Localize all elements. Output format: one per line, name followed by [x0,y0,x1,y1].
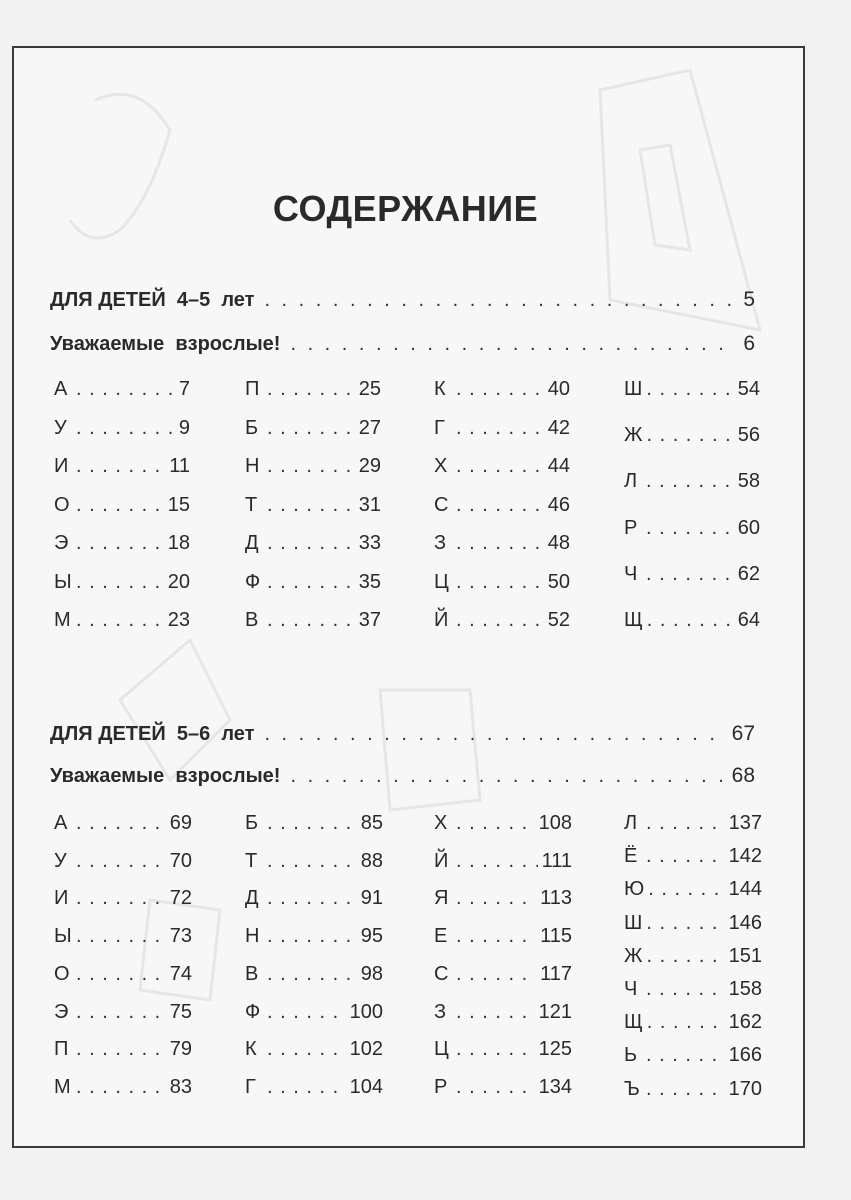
entry-page: 62 [737,562,760,585]
entry-letter: Я [434,887,449,910]
toc-entry [245,609,381,637]
section1-heading: ДЛЯ ДЕТЕЙ 4–5 лет [50,289,255,311]
leader-dots [267,532,355,555]
leader-dots [76,417,175,440]
leader-dots [267,455,355,478]
toc-entry [54,494,190,522]
leader-dots [76,850,166,873]
toc-entry [624,1078,762,1106]
entry-letter: Н [245,925,260,948]
section1-heading-page: 5 [743,288,755,311]
leader-dots [267,1038,346,1061]
entry-letter: Ь [624,1044,638,1067]
toc-entry [245,812,383,840]
entry-letter: Э [54,1000,69,1023]
leader-dots [76,887,166,910]
leader-dots [267,1076,346,1099]
entry-letter: Г [245,1075,256,1098]
entry-letter: О [54,962,70,985]
entry-letter: И [54,455,69,477]
toc-entry [245,571,381,599]
leader-dots [646,563,734,586]
toc-entry [54,963,192,991]
leader-dots [456,812,535,835]
entry-letter: Ю [624,878,645,901]
entry-page: 79 [169,1038,192,1061]
toc-entry [624,878,762,906]
entry-letter: Е [434,925,448,948]
leader-dots [76,1001,166,1024]
entry-letter: Щ [624,1011,643,1034]
toc-entry [434,1001,572,1029]
leader-dots [646,812,725,835]
toc-entry [434,850,572,878]
toc-entry [245,963,383,991]
entry-page: 7 [178,378,190,400]
entry-letter: Щ [624,609,643,631]
leader-dots [267,925,357,948]
toc-entry [434,887,572,915]
toc-entry [434,455,570,483]
entry-page: 95 [360,925,383,948]
leader-dots [267,963,357,986]
entry-letter: Н [245,455,260,477]
entry-letter: М [54,1075,71,1098]
leader-dots [456,925,536,948]
leader-dots [646,470,734,493]
toc-entry [434,812,572,840]
leader-dots [267,609,355,632]
entry-page: 75 [169,1000,192,1023]
toc-entry [54,455,190,483]
toc-entry [54,850,192,878]
entry-letter: Л [624,812,638,834]
toc-entry [54,1038,192,1066]
leader-dots [646,378,733,401]
entry-letter: Ы [54,570,72,593]
leader-dots [456,609,544,632]
entry-page: 27 [358,416,381,439]
entry-page: 162 [728,1011,762,1034]
entry-letter: М [54,609,71,631]
toc-entry [624,812,762,840]
leader-dots [646,978,725,1001]
entry-letter: Х [434,455,448,477]
section1-intro-row [50,332,755,366]
leader-dots [267,417,355,440]
leader-dots [290,765,721,788]
entry-page: 56 [737,424,760,447]
section1-heading-row [50,288,755,322]
leader-dots [456,417,544,440]
leader-dots [267,887,357,910]
toc-entry [245,494,381,522]
leader-dots [456,1076,535,1099]
entry-page: 25 [358,378,381,400]
entry-page: 37 [358,609,381,631]
entry-letter: Ч [624,978,638,1000]
entry-letter: Ш [624,911,643,934]
toc-entry [434,1038,572,1066]
entry-letter: Р [624,516,638,539]
toc-entry [434,925,572,953]
section1-intro-page: 6 [743,332,755,355]
entry-letter: Ё [624,845,638,868]
toc-entry [245,887,383,915]
entry-page: 72 [169,887,192,910]
entry-letter: Ъ [624,1077,640,1100]
toc-entry [624,424,760,452]
leader-dots [647,609,734,632]
toc-entry [54,925,192,953]
toc-entry [624,845,762,873]
leader-dots [456,455,544,478]
entry-letter: К [245,1038,257,1061]
entry-page: 151 [728,944,762,967]
leader-dots [267,494,355,517]
entry-letter: Г [434,416,445,439]
entry-page: 70 [169,849,192,872]
entry-page: 113 [540,887,572,910]
entry-letter: Х [434,812,448,834]
entry-letter: Ы [54,925,72,948]
entry-page: 52 [547,609,570,631]
leader-dots [264,289,733,312]
toc-entry [434,494,570,522]
entry-page: 20 [167,570,190,593]
leader-dots [264,723,721,746]
leader-dots [267,1001,346,1024]
entry-page: 108 [538,812,572,834]
leader-dots [76,1038,166,1061]
entry-page: 134 [538,1075,572,1098]
toc-entry [245,925,383,953]
entry-page: 35 [358,570,381,593]
entry-page: 33 [358,532,381,554]
leader-dots [456,571,544,594]
entry-letter: Ш [624,378,643,400]
entry-page: 146 [728,911,762,934]
entry-letter: Ж [624,944,643,967]
entry-page: 121 [538,1000,572,1023]
toc-entry [434,571,570,599]
entry-page: 40 [547,378,570,400]
toc-entry [624,378,760,406]
toc-entry [245,532,381,560]
toc-entry [245,850,383,878]
leader-dots [76,571,164,594]
leader-dots [648,878,724,901]
entry-page: 31 [358,493,381,516]
entry-letter: Ч [624,562,638,585]
leader-dots [76,812,166,835]
leader-dots [647,1011,725,1034]
leader-dots [76,532,164,555]
section2-heading: ДЛЯ ДЕТЕЙ 5–6 лет [50,723,255,745]
toc-entry [624,563,760,591]
entry-page: 50 [547,570,570,593]
entry-page: 15 [167,493,190,516]
section1-intro: Уважаемые взрослые! [50,333,281,355]
entry-page: 117 [540,962,572,985]
entry-page: 83 [169,1075,192,1098]
leader-dots [646,945,724,968]
leader-dots [646,845,725,868]
leader-dots [646,912,724,935]
leader-dots [456,850,538,873]
toc-entry [54,532,190,560]
leader-dots [76,963,166,986]
entry-letter: Ц [434,570,449,593]
toc-entry [624,1011,762,1039]
entry-letter: А [54,378,68,400]
entry-page: 60 [737,516,760,539]
entry-page: 73 [169,925,192,948]
entry-letter: Э [54,532,69,554]
toc-entry [624,470,760,498]
toc-entry [54,812,192,840]
leader-dots [646,1044,725,1067]
entry-letter: Л [624,470,638,493]
section2-heading-page: 67 [731,722,755,745]
entry-page: 18 [167,532,190,554]
entry-page: 54 [737,378,760,400]
entry-page: 91 [360,887,383,910]
entry-letter: Д [245,532,259,554]
entry-page: 11 [169,455,190,477]
entry-letter: Б [245,812,259,834]
entry-page: 69 [169,812,192,834]
leader-dots [456,378,544,401]
entry-letter: О [54,493,70,516]
entry-page: 137 [728,812,762,834]
section2-intro: Уважаемые взрослые! [50,765,281,787]
entry-letter: В [245,962,259,985]
entry-letter: С [434,493,449,516]
entry-letter: У [54,416,67,439]
leader-dots [76,494,164,517]
leader-dots [456,887,536,910]
toc-entry [245,1001,383,1029]
leader-dots [76,925,166,948]
leader-dots [267,812,357,835]
leader-dots [267,850,357,873]
entry-letter: Р [434,1075,448,1098]
section2-intro-row [50,764,755,798]
leader-dots [267,571,355,594]
toc-entry [245,1076,383,1104]
entry-letter: Ж [624,424,643,447]
leader-dots [290,333,733,356]
toc-entry [624,609,760,637]
entry-page: 144 [728,878,762,901]
section2-intro-page: 68 [731,764,755,787]
toc-entry [245,1038,383,1066]
toc-entry [54,609,190,637]
entry-page: 111 [541,849,572,872]
entry-page: 58 [737,470,760,493]
toc-entry [434,378,570,406]
entry-letter: Д [245,887,259,910]
leader-dots [646,517,734,540]
toc-entry [434,609,570,637]
entry-page: 46 [547,493,570,516]
toc-entry [54,417,190,445]
toc-entry [245,455,381,483]
entry-letter: В [245,609,259,631]
entry-letter: Й [434,609,449,631]
leader-dots [456,532,544,555]
section2-heading-row [50,722,755,756]
entry-page: 170 [728,1077,762,1100]
entry-page: 74 [169,962,192,985]
entry-letter: Й [434,849,449,872]
entry-letter: Т [245,493,258,516]
entry-page: 142 [728,845,762,868]
toc-entry [54,571,190,599]
entry-page: 166 [728,1044,762,1067]
entry-page: 88 [360,849,383,872]
entry-letter: И [54,887,69,910]
entry-page: 100 [349,1000,383,1023]
entry-page: 48 [547,532,570,554]
entry-letter: Ф [245,570,261,593]
leader-dots [456,494,544,517]
toc-entry [54,378,190,406]
toc-entry [434,532,570,560]
entry-letter: Ф [245,1000,261,1023]
toc-entry [54,887,192,915]
entry-letter: З [434,532,447,554]
entry-page: 42 [547,416,570,439]
toc-entry [245,378,381,406]
entry-page: 104 [349,1075,383,1098]
entry-page: 29 [358,455,381,477]
page-title: СОДЕРЖАНИЕ [272,188,539,229]
toc-entry [434,1076,572,1104]
leader-dots [456,1001,535,1024]
entry-letter: С [434,962,449,985]
toc-entry [624,517,760,545]
leader-dots [76,378,175,401]
leader-dots [646,424,733,447]
leader-dots [646,1078,725,1101]
entry-letter: Т [245,849,258,872]
entry-letter: К [434,378,446,400]
entry-page: 23 [167,609,190,631]
entry-page: 9 [178,416,190,439]
leader-dots [456,963,536,986]
entry-page: 85 [360,812,383,834]
leader-dots [76,1076,166,1099]
toc-entry [624,945,762,973]
toc-entry [245,417,381,445]
entry-page: 115 [540,925,572,948]
entry-page: 64 [737,609,760,631]
toc-entry [624,912,762,940]
entry-page: 125 [538,1038,572,1061]
leader-dots [76,455,165,478]
leader-dots [456,1038,535,1061]
entry-letter: П [54,1038,69,1061]
entry-page: 98 [360,962,383,985]
entry-letter: П [245,378,260,400]
toc-entry [624,978,762,1006]
entry-letter: Ц [434,1038,449,1061]
leader-dots [267,378,355,401]
toc-entry [434,963,572,991]
toc-entry [624,1044,762,1072]
toc-entry [54,1076,192,1104]
entry-page: 102 [349,1038,383,1061]
entry-page: 44 [547,455,570,477]
entry-letter: А [54,812,68,834]
toc-entry [434,417,570,445]
entry-page: 158 [728,978,762,1000]
entry-letter: У [54,849,67,872]
leader-dots [76,609,164,632]
entry-letter: Б [245,416,259,439]
toc-entry [54,1001,192,1029]
entry-letter: З [434,1000,447,1023]
